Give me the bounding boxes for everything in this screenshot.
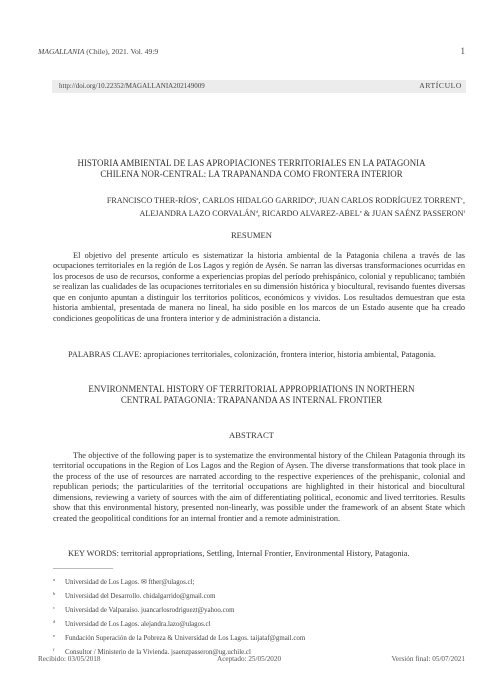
journal-name: MAGALLANIA — [38, 47, 85, 56]
footnote-text: Universidad de Los Lagos. alejandra.lazo@ulagos.cl — [65, 621, 211, 628]
author-name: RICARDO ALVAREZ-ABEL — [261, 209, 360, 218]
footnote-divider — [53, 568, 113, 569]
author-separator: , — [198, 196, 203, 205]
palabras-clave — [53, 350, 465, 360]
author-name: FRANCISCO THER-RÍOS — [106, 196, 197, 205]
footnote-mark: d — [53, 619, 56, 624]
page-number: 1 — [460, 46, 465, 56]
footnote-text: Fundación Superación de la Pobreza & Universidad de Los Lagos. taijataf@gmail.com — [65, 635, 306, 642]
accepted-date: Aceptado: 25/05/2020 — [217, 655, 282, 663]
title-spanish-line: CHILENA NOR-CENTRAL: LA TRAPANANDA COMO FRONTERA INTERIOR — [100, 169, 403, 179]
abstract-heading: ABSTRACT — [229, 430, 274, 440]
author-separator: , — [314, 196, 319, 205]
footnote-mark: f — [53, 647, 55, 652]
footnote-text: Universidad de Valparaíso. juancarlosrodriguezt@yahoo.com — [65, 607, 235, 614]
affiliation-mark: a — [196, 196, 199, 201]
final-version-date: Versión final: 05/07/2021 — [391, 655, 465, 663]
footnote — [53, 616, 305, 630]
author-line — [107, 193, 465, 206]
author-name: JUAN CARLOS RODRÍGUEZ TORRENT — [318, 196, 461, 205]
title-english-line: ENVIRONMENTAL HISTORY OF TERRITORIAL APPROPRIATIONS IN NORTHERN — [88, 384, 415, 394]
author-name: CARLOS HIDALGO GARRIDO — [202, 196, 313, 205]
title-spanish — [38, 158, 465, 180]
affiliation-mark: f — [463, 209, 465, 214]
affiliation-mark: e — [359, 209, 362, 214]
footnote — [53, 602, 305, 616]
keywords-text: apropiaciones territoriales, colonización, frontera interior, historia ambiental, Patagonia. — [141, 350, 436, 359]
keywords-text: territorial appropriations, Settling, Internal Frontier, Environmental History, Patagonia. — [118, 549, 410, 558]
journal-volume: (Chile), 2021. Vol. 49:9 — [84, 47, 159, 56]
footnote-mark: c — [53, 605, 55, 610]
article-type-label: ARTÍCULO — [419, 81, 462, 90]
title-english-line: CENTRAL PATAGONIA: TRAPANANDA AS INTERNAL FRONTIER — [120, 395, 383, 405]
keywords-label: PALABRAS CLAVE: — [68, 350, 142, 359]
title-english — [38, 384, 465, 406]
author-line — [107, 206, 465, 219]
resumen-body: El objetivo del presente artículo es sistematizar la historia ambiental de la Patagonia chilena a través de las ocupaciones territoriales en la región de Los Lagos y región de Aysén. Se narran las diversas transformaciones ocurridas en los procesos de uso de recursos, conforme a experiencias propias del período prehispánico, colonial y republicano; también se realizan las cualidades de las ocupaciones territoriales en su dimensión histórica y biocultural, revisando fuentes diversas que en conjunto apuntan a distinguir los territorios políticos, económicos y vividos. Los resultados demuestran que esta historia ambiental, presentada de manera no lineal, ha sido posible en los marcos de un Estado ausente que ha creado condiciones geopolíticas de una frontera interior y de administración a distancia. — [53, 251, 465, 323]
footnotes — [53, 574, 305, 658]
author-separator: & — [361, 209, 373, 218]
received-date: Recibido: 03/05/2018 — [38, 655, 101, 663]
footnote — [53, 574, 305, 588]
doi-link[interactable]: http://doi.org/10.22352/MAGALLANIA202149009 — [59, 82, 205, 90]
author-list — [107, 193, 465, 219]
abstract-body: The objective of the following paper is to systematize the environmental history of the Chilean Patagonia through its territorial occupations in the Region of Los Lagos and the Region of Aysen. The diverse transformations that took place in the process of the use of resources are narrated according to the respective experiences of the prehispanic, colonial and republican periods; the particularities of the territorial occupations are highlighted in their historical and biocultural dimensions, reviewing a variety of sources with the aim of differentiating political, economic and lived territories. Results show that this environmental history, presented non-linearly, was possible under the framework of an absent State which created the geopolitical conditions for an internal frontier and a remote administration. — [53, 451, 465, 523]
footnote-text: Consultor / Ministerio de la Vivienda. jsaenzpasseron@ug.uchile.cl — [65, 649, 251, 656]
footnote-text: Universidad de Los Lagos. ✉ fther@ulagos.cl; — [65, 579, 195, 586]
journal-citation — [38, 47, 158, 56]
author-separator: , — [462, 196, 465, 205]
footnote — [53, 588, 305, 602]
resumen-heading: RESUMEN — [230, 230, 273, 240]
footnote-mark: a — [53, 577, 55, 582]
footnote-mark: b — [53, 591, 56, 596]
footnote-text: Universidad del Desarrollo. chidalgarrido@gmail.com — [65, 593, 216, 600]
affiliation-mark: b — [312, 196, 315, 201]
footnote-mark: e — [53, 633, 55, 638]
keywords-label: KEY WORDS: — [68, 549, 119, 558]
title-spanish-line: HISTORIA AMBIENTAL DE LAS APROPIACIONES TERRITORIALES EN LA PATAGONIA — [77, 158, 426, 168]
affiliation-mark: d — [255, 209, 258, 214]
author-name: JUAN SAÉNZ PASSERON — [372, 209, 464, 218]
author-name: ALEJANDRA LAZO CORVALÁN — [139, 209, 256, 218]
footnote — [53, 630, 305, 644]
author-separator: , — [257, 209, 262, 218]
affiliation-mark: c — [460, 196, 463, 201]
key-words — [53, 549, 465, 559]
